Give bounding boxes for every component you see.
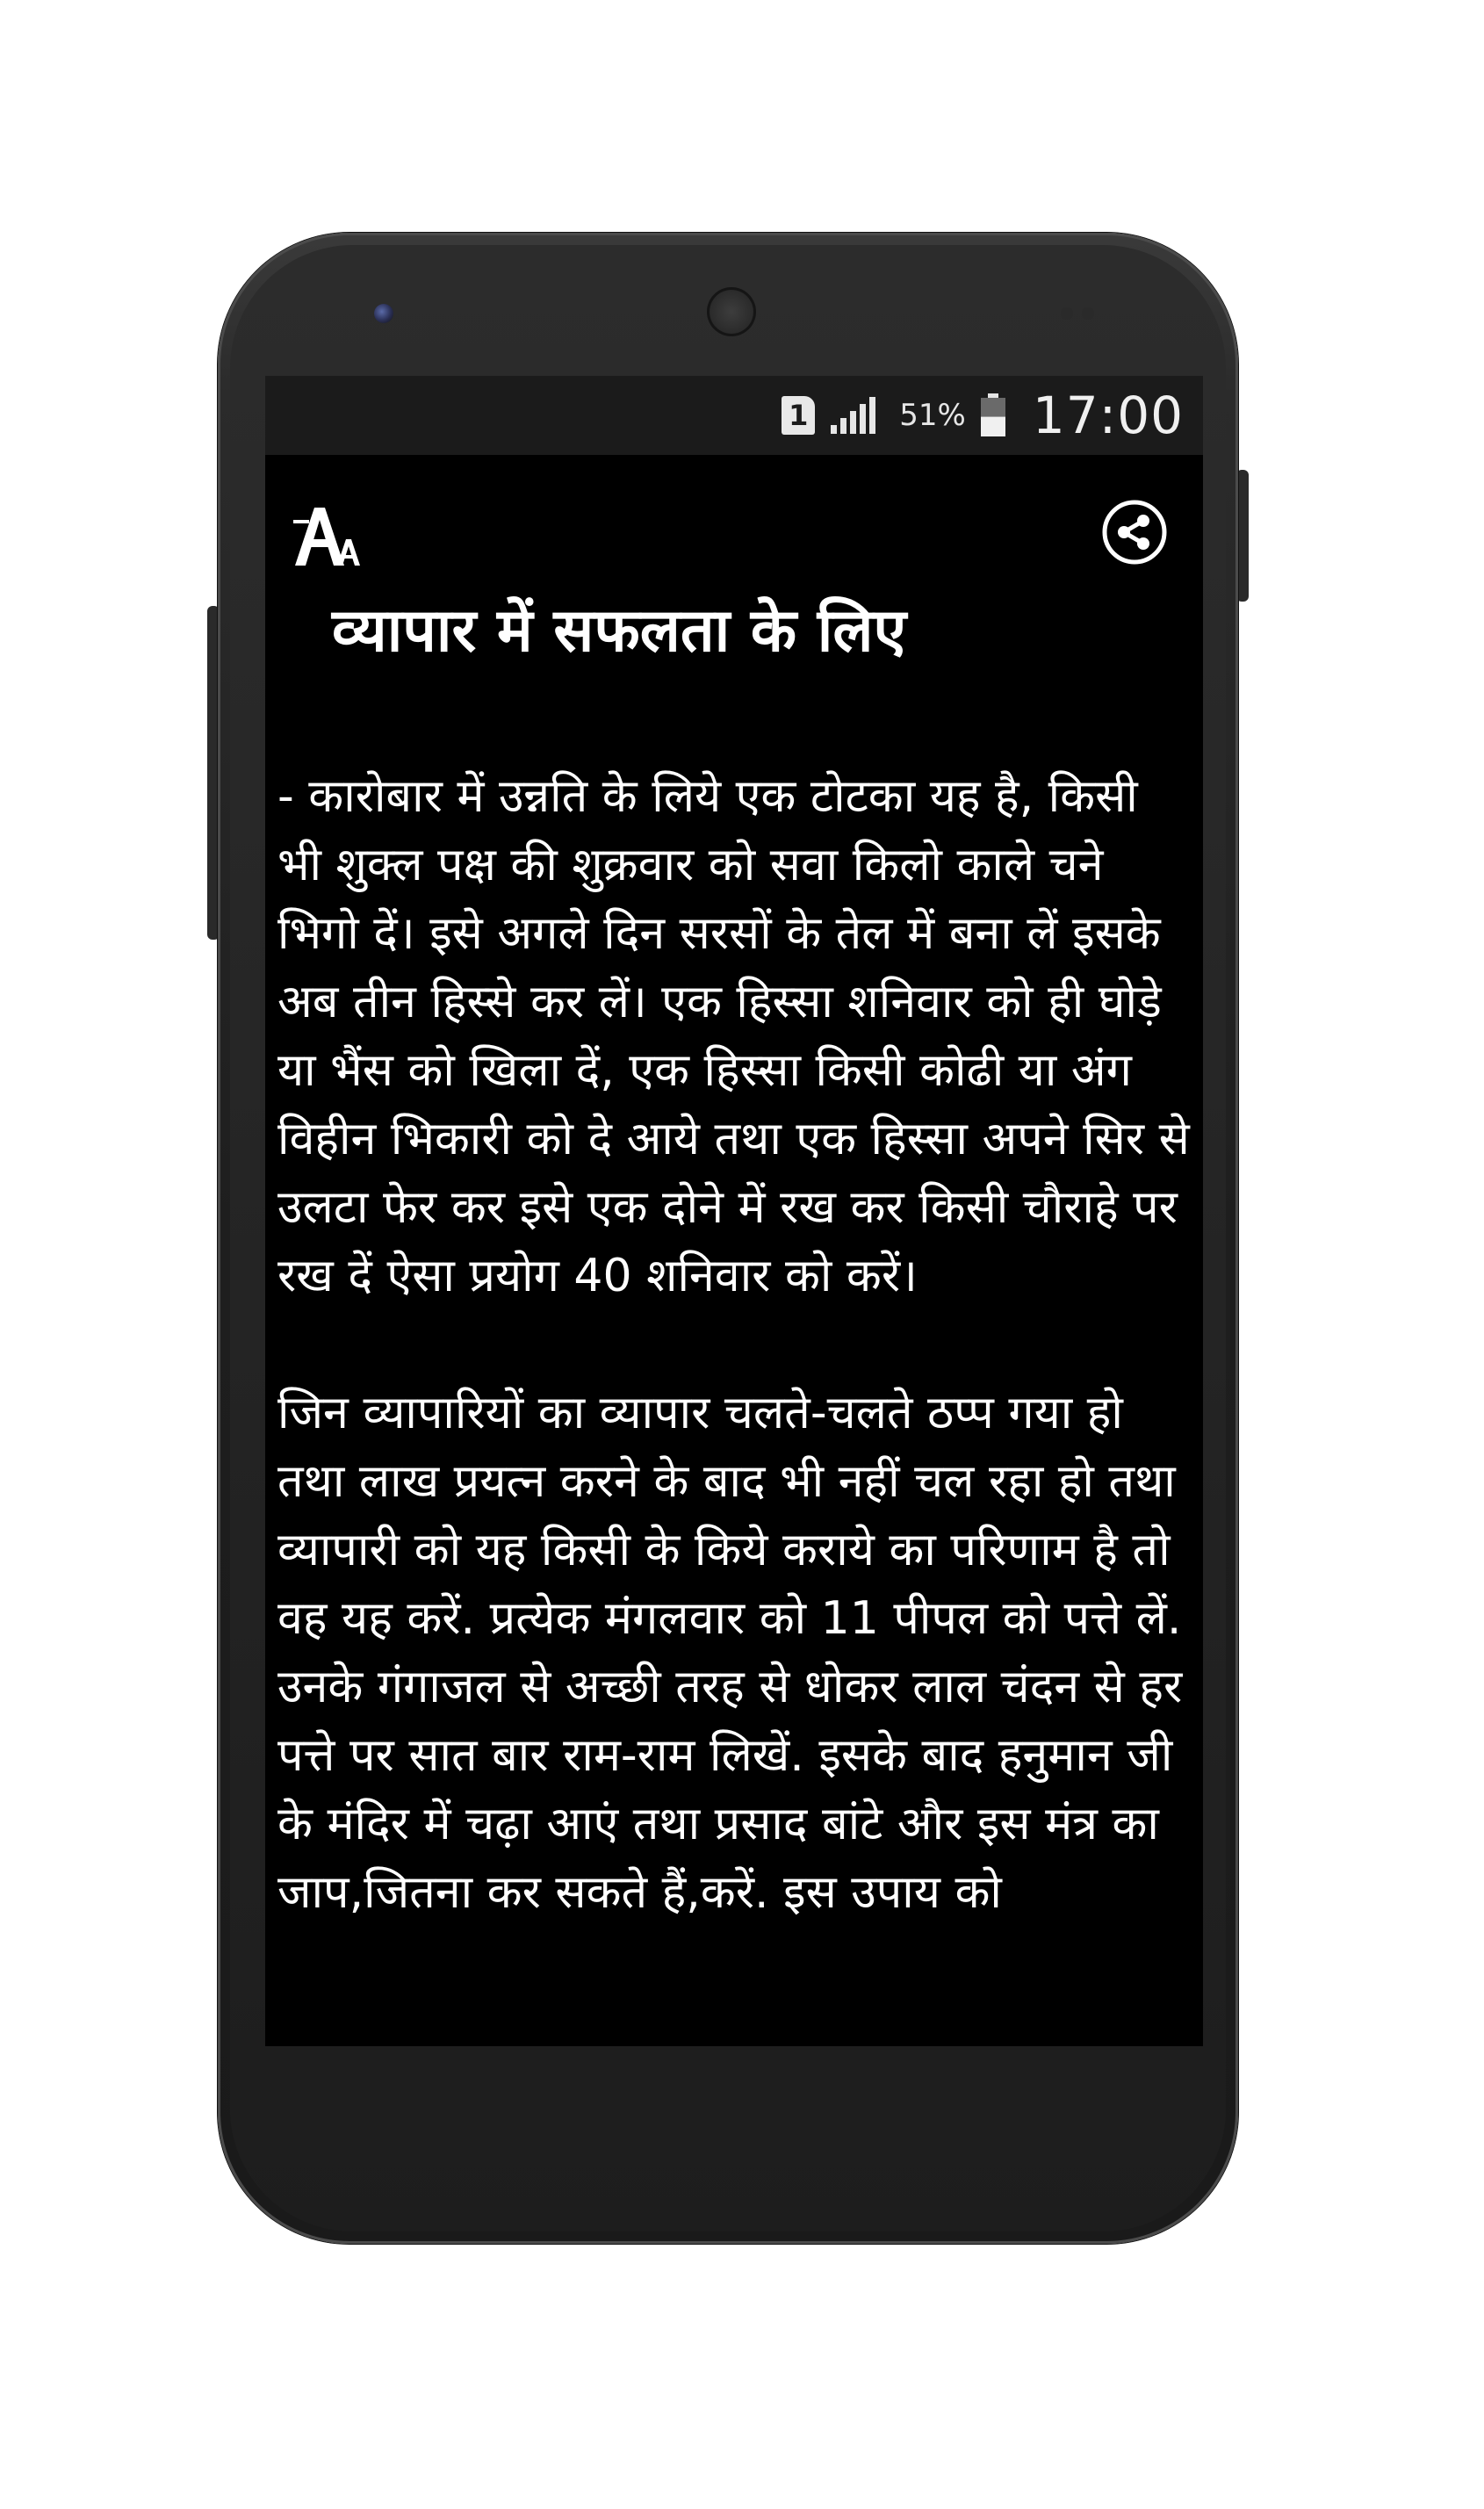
phone-screen [265, 376, 1203, 2046]
status-icons [782, 376, 1184, 455]
status-clock: 17:00 [1032, 386, 1184, 445]
battery-percent: 51% [899, 398, 966, 433]
article-paragraph: - कारोबार में उन्नति के लिये एक टोटका यह है, किसी भी शुक्ल पक्ष की शुक्रवार को सवा किलो काले चने भिगो दें। इसे अगले दिन सरसों के तेल में बना लें इसके अब तीन हिस्से कर लें। एक हिस्सा शनिवार को ही घोड़े या भैंस को खिला दें, एक हिस्सा किसी कोढी या अंग विहीन भिकारी को दे आये तथा एक हिस्सा अपने सिर से उलटा फेर कर इसे एक दोने में रख कर किसी चौराहे पर रख दें ऐसा प्रयोग 40 शनिवार को करें। [277, 770, 1190, 1302]
proximity-sensor [1061, 307, 1073, 320]
signal-icon [829, 395, 878, 436]
front-camera [374, 304, 393, 323]
status-bar [265, 376, 1203, 455]
article-body[interactable] [277, 762, 1196, 1995]
earpiece-speaker [707, 287, 756, 336]
share-icon[interactable] [1101, 499, 1168, 566]
sim-card-icon: 1 [782, 396, 815, 435]
font-size-icon[interactable] [292, 504, 362, 567]
power-button [1236, 470, 1249, 602]
article-title: व्यापार में सफलता के लिए [332, 596, 907, 666]
light-sensor [1082, 307, 1094, 320]
battery-icon [980, 393, 1006, 437]
article-paragraph: जिन व्यापारियों का व्यापार चलते-चलते ठप्प गया हो तथा लाख प्रयत्न करने के बाद भी नहीं चल रहा हो तथा व्यापारी को यह किसी के किये कराये का परिणाम है तो वह यह करें. प्रत्येक मंगलवार को 11 पीपल को पत्ते लें. उनके गंगाजल से अच्छी तरह से धोकर लाल चंदन से हर पत्ते पर सात बार राम-राम लिखें. इसके बाद हनुमान जी के मंदिर में चढ़ा आएं तथा प्रसाद बांटे और इस मंत्र का जाप,जितना कर सकते हैं,करें. इस उपाय को [277, 1387, 1183, 1919]
